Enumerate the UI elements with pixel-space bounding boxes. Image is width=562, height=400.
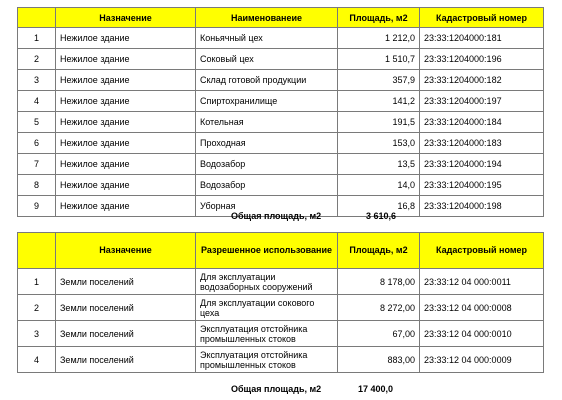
table-cell: 23:33:1204000:195 <box>420 175 544 196</box>
table-cell: 13,5 <box>338 154 420 175</box>
table-row <box>18 269 544 295</box>
table-cell: 23:33:1204000:196 <box>420 49 544 70</box>
table-cell: Нежилое здание <box>56 49 196 70</box>
table-cell: 1 510,7 <box>338 49 420 70</box>
table-cell: 883,00 <box>338 347 420 373</box>
header-cell <box>18 233 56 269</box>
table-cell: Земли поселений <box>56 347 196 373</box>
table-cell: Нежилое здание <box>56 70 196 91</box>
table-cell: Земли поселений <box>56 321 196 347</box>
table-cell: 1 212,0 <box>338 28 420 49</box>
table-cell: Соковый цех <box>196 49 338 70</box>
table-cell: Для эксплуатации водозаборных сооружений <box>196 269 338 295</box>
table-row <box>18 91 544 112</box>
header-cell: Площадь, м2 <box>338 8 420 28</box>
table-cell: Нежилое здание <box>56 112 196 133</box>
table-cell: 23:33:12 04 000:0008 <box>420 295 544 321</box>
table2-total-value: 17 400,0 <box>358 384 394 394</box>
header-cell: Площадь, м2 <box>338 233 420 269</box>
table-cell: 3 <box>18 321 56 347</box>
table-cell: 9 <box>18 196 56 217</box>
header-cell: Кадастровый номер <box>420 233 544 269</box>
table-row <box>18 321 544 347</box>
table2-total-label: Общая площадь, м2 <box>231 384 322 394</box>
table-cell: 2 <box>18 295 56 321</box>
table-cell: Земли поселений <box>56 295 196 321</box>
table-row <box>18 49 544 70</box>
header-cell: Назначение <box>56 8 196 28</box>
table-cell: 23:33:1204000:182 <box>420 70 544 91</box>
table-row <box>18 175 544 196</box>
table-cell: Эксплуатация отстойника промышленных стоков <box>196 321 338 347</box>
table-cell: 1 <box>18 28 56 49</box>
table-cell: 3 <box>18 70 56 91</box>
table-cell: Эксплуатация отстойника промышленных стоков <box>196 347 338 373</box>
table-cell: Нежилое здание <box>56 133 196 154</box>
table-cell: 23:33:12 04 000:0009 <box>420 347 544 373</box>
table-cell: 2 <box>18 49 56 70</box>
table-cell: Нежилое здание <box>56 91 196 112</box>
table-cell: Водозабор <box>196 175 338 196</box>
table-header-row <box>18 233 544 269</box>
table-cell: Земли поселений <box>56 269 196 295</box>
table-cell: 191,5 <box>338 112 420 133</box>
table-cell: Спиртохранилище <box>196 91 338 112</box>
table-cell: 23:33:12 04 000:0010 <box>420 321 544 347</box>
table-cell: 23:33:1204000:197 <box>420 91 544 112</box>
table-header-row <box>18 8 544 28</box>
table-row <box>18 112 544 133</box>
table-cell: Проходная <box>196 133 338 154</box>
table-cell: 8 <box>18 175 56 196</box>
table-cell: 7 <box>18 154 56 175</box>
table-cell: Коньячный цех <box>196 28 338 49</box>
table-cell: 5 <box>18 112 56 133</box>
table-cell: Нежилое здание <box>56 196 196 217</box>
table-cell: Водозабор <box>196 154 338 175</box>
table-cell: 8 272,00 <box>338 295 420 321</box>
table-cell: 23:33:1204000:181 <box>420 28 544 49</box>
header-cell: Разрешенное использование <box>196 233 338 269</box>
table-cell: 1 <box>18 269 56 295</box>
table-cell: 141,2 <box>338 91 420 112</box>
table-cell: 23:33:1204000:198 <box>420 196 544 217</box>
buildings-table <box>17 7 544 217</box>
table-cell: 23:33:1204000:184 <box>420 112 544 133</box>
table-cell: 357,9 <box>338 70 420 91</box>
table-cell: 23:33:1204000:194 <box>420 154 544 175</box>
table-row <box>18 295 544 321</box>
table-cell: 23:33:12 04 000:0011 <box>420 269 544 295</box>
table-row <box>18 347 544 373</box>
table-cell: 8 178,00 <box>338 269 420 295</box>
table-row <box>18 133 544 154</box>
table-cell: Склад готовой продукции <box>196 70 338 91</box>
table-cell: 16,8 <box>338 196 420 217</box>
table-cell: Нежилое здание <box>56 175 196 196</box>
table-cell: 14,0 <box>338 175 420 196</box>
table-cell: Уборная <box>196 196 338 217</box>
table-cell: 153,0 <box>338 133 420 154</box>
table-cell: 4 <box>18 91 56 112</box>
header-cell <box>18 8 56 28</box>
header-cell: Назначение <box>56 233 196 269</box>
table-row <box>18 154 544 175</box>
table-cell: 23:33:1204000:183 <box>420 133 544 154</box>
table-cell: 4 <box>18 347 56 373</box>
table-cell: Нежилое здание <box>56 154 196 175</box>
table-cell: Котельная <box>196 112 338 133</box>
table-row <box>18 28 544 49</box>
table-cell: 67,00 <box>338 321 420 347</box>
header-cell: Наименованеие <box>196 8 338 28</box>
table-row <box>18 70 544 91</box>
header-cell: Кадастровый номер <box>420 8 544 28</box>
table-cell: 6 <box>18 133 56 154</box>
table-cell: Для эксплуатации сокового цеха <box>196 295 338 321</box>
table1-total-label: Общая площадь, м2 <box>231 211 322 221</box>
table1-total-value: 3 610,6 <box>366 211 397 221</box>
table-cell: Нежилое здание <box>56 28 196 49</box>
land-plots-table <box>17 232 544 373</box>
